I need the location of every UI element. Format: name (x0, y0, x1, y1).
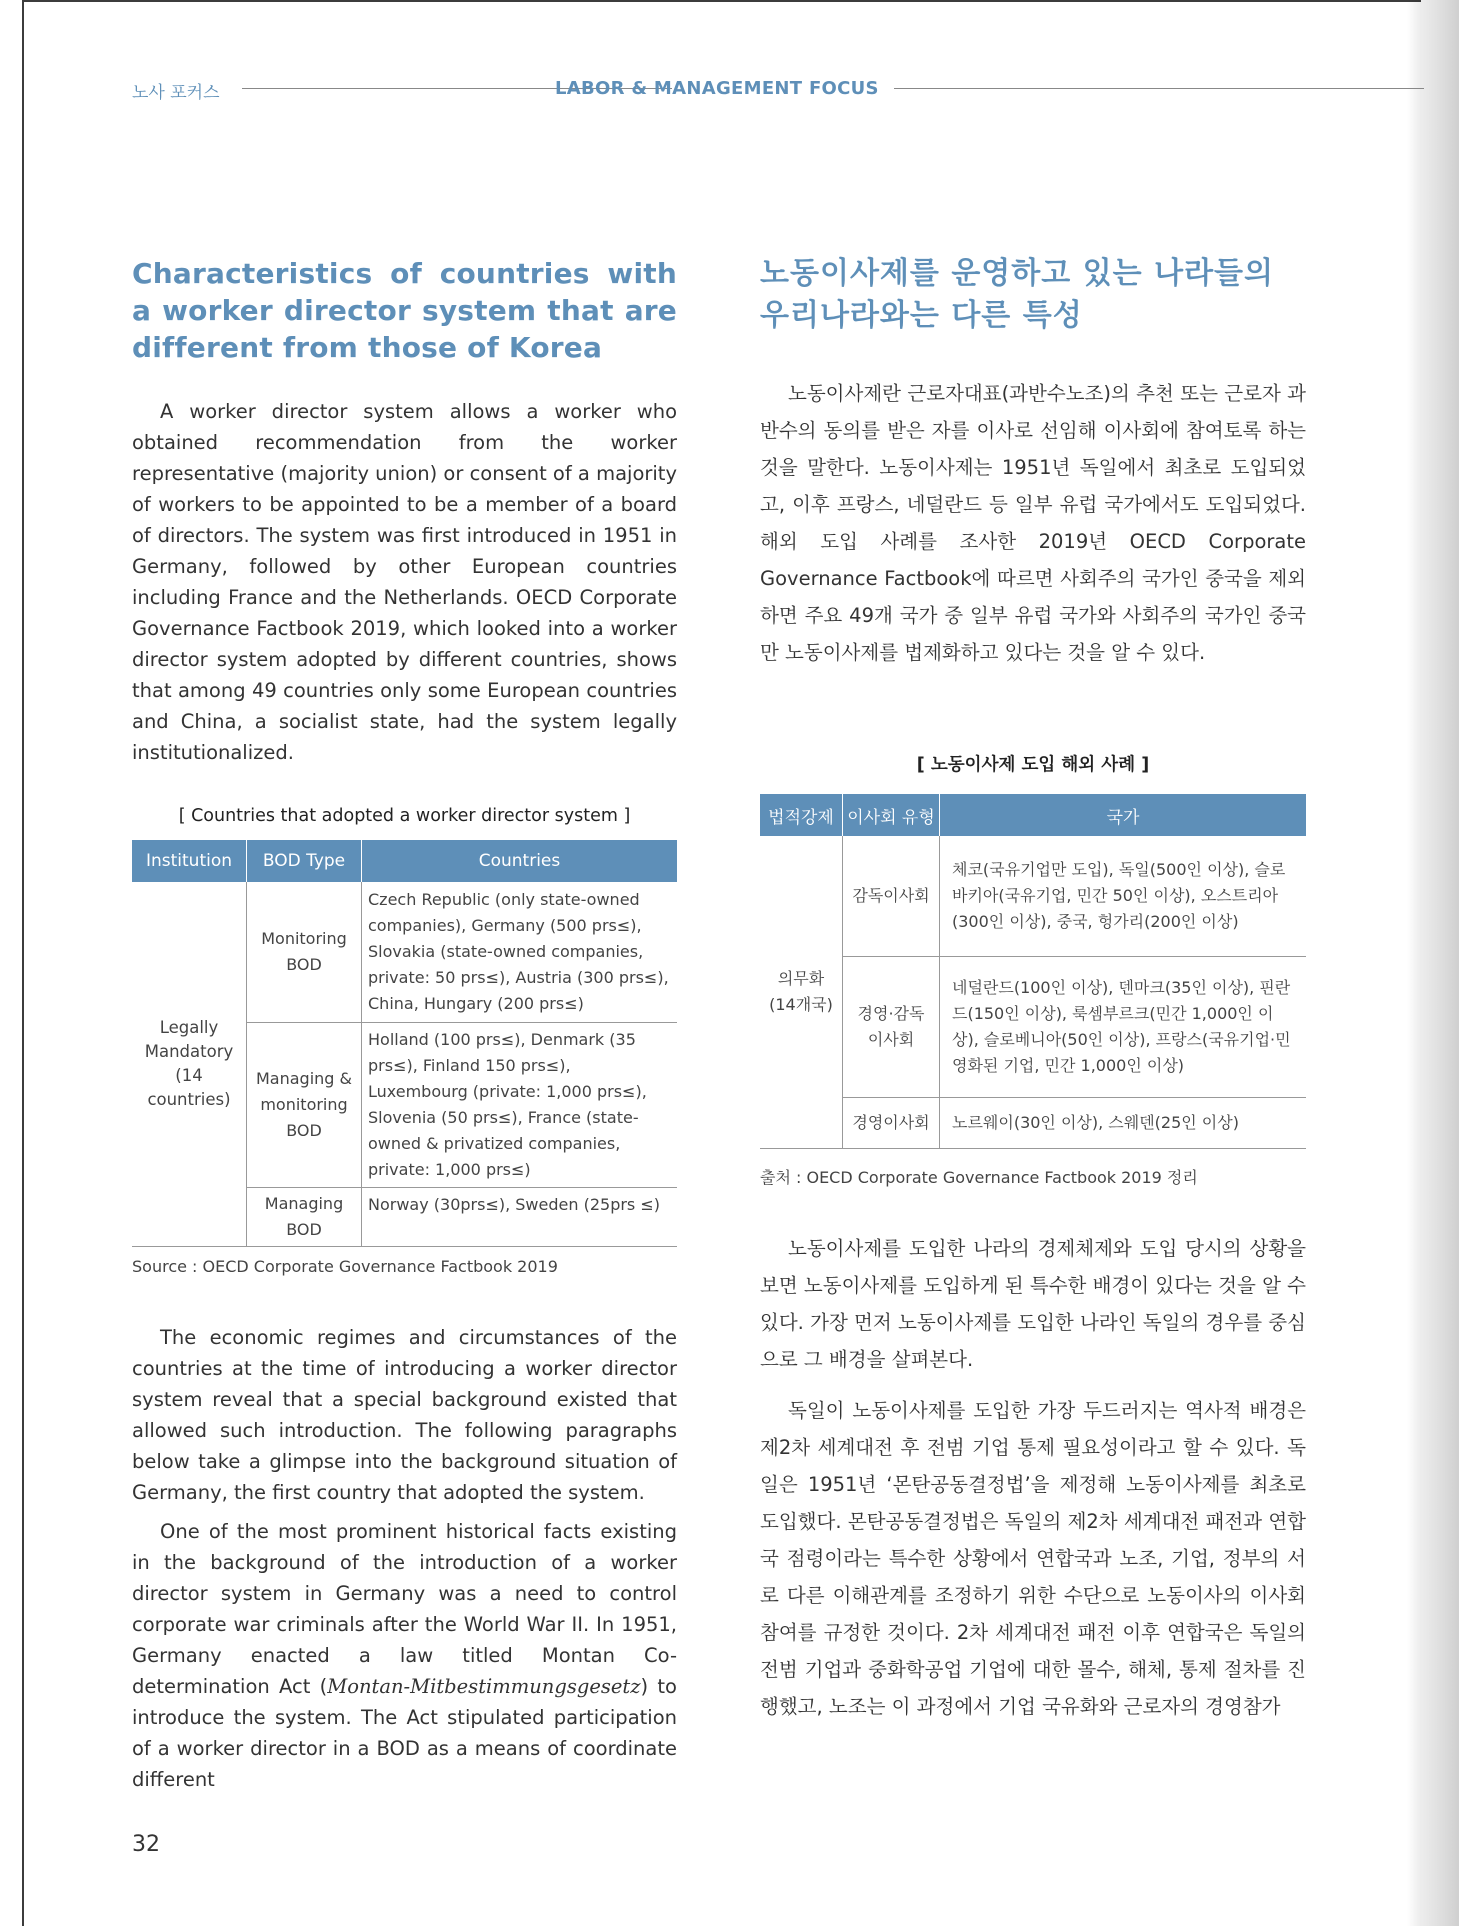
cell-nations: 체코(국유기업만 도입), 독일(500인 이상), 슬로바키아(국유기업, 민간 50인 이상), 오스트리아(300인 이상), 중국, 헝가리(200인 이상) (940, 836, 1307, 957)
table-title-kr: [ 노동이사제 도입 해외 사례 ] (916, 755, 1150, 775)
cell-nations: 네덜란드(100인 이상), 덴마크(35인 이상), 핀란드(150인 이상), 룩셈부르크(민간 1,000인 이상), 슬로베니아(50인 이상), 프랑스(국유기업·민영화된 기업, 민간 1,000인 이상) (940, 957, 1307, 1098)
table-row (760, 957, 1306, 1098)
page-edge (1421, 0, 1459, 1926)
countries-table-en (132, 840, 677, 1247)
right-column (760, 253, 1306, 1725)
cell-bod-type: Managing & monitoring BOD (247, 1023, 362, 1188)
paragraph-kr-1: 노동이사제란 근로자대표(과반수노조)의 추천 또는 근로자 과반수의 동의를 받은 자를 이사로 선임해 이사회에 참여토록 하는 것을 말한다. 노동이사제는 1951년 독일에서 최초로 도입되었고, 이후 프랑스, 네덜란드 등 일부 유럽 국가에서도 도입되었다. 해외 도입 사례를 조사한 2019년 OECD Corporate Governance Factbook에 따르면 사회주의 국가인 중국을 제외하면 주요 49개 국가 중 일부 유럽 국가와 사회주의 국가인 중국만 노동이사제를 법제화하고 있다는 것을 알 수 있다. (760, 382, 1306, 664)
table-row (760, 836, 1306, 957)
cell-board-type: 감독이사회 (843, 836, 940, 957)
cell-countries: Norway (30prs≤), Sweden (25prs ≤) (362, 1188, 678, 1247)
paragraph-en-3 (132, 1516, 677, 1795)
cell-countries: Holland (100 prs≤), Denmark (35 prs≤), Finland 150 prs≤), Luxembourg (private: 1,000 prs≤), Slovenia (50 prs≤), France (state-owned & privatized companies, private: 1,000 prs≤) (362, 1023, 678, 1188)
cell-bod-type: Managing BOD (247, 1188, 362, 1247)
th-institution: Institution (132, 840, 247, 882)
countries-table-kr (760, 794, 1306, 1149)
section-title-kr: 노동이사제를 운영하고 있는 나라들의 우리나라와는 다른 특성 (760, 256, 1275, 333)
th-nations: 국가 (940, 794, 1307, 836)
th-legal-mandate: 법적강제 (760, 794, 843, 836)
table-source-kr: 출처 : OECD Corporate Governance Factbook 2019 정리 (760, 1168, 1198, 1187)
paragraph-en-3-part2: ) to introduce the system. The Act stipulated participation of a worker director in a BOD as a means of coordinate different (132, 1675, 677, 1791)
th-countries: Countries (362, 840, 678, 882)
header-section-en: LABOR & MANAGEMENT FOCUS (555, 78, 879, 99)
header-section-kr: 노사 포커스 (132, 83, 220, 103)
left-column (132, 255, 677, 1795)
table-row (132, 882, 677, 1023)
table-title-en: [ Countries that adopted a worker director system ] (178, 806, 631, 826)
cell-bod-type: Monitoring BOD (247, 882, 362, 1023)
th-bod-type: BOD Type (247, 840, 362, 882)
cell-countries: Czech Republic (only state-owned companies), Germany (500 prs≤), Slovakia (state-owned companies, private: 50 prs≤), Austria (300 prs≤), China, Hungary (200 prs≤) (362, 882, 678, 1023)
act-name-german: Montan-Mitbestimmungsgesetz (327, 1675, 641, 1698)
page-number: 32 (132, 1832, 160, 1857)
cell-legal-mandate: 의무화 (14개국) (760, 836, 843, 1149)
running-header (132, 78, 1422, 102)
paragraph-en-1: A worker director system allows a worker who obtained recommendation from the worker representative (majority union) or consent of a majority of workers to be appointed to be a member of a board of directors. The system was first introduced in 1951 in Germany, followed by other European countries including France and the Netherlands. OECD Corporate Governance Factbook 2019, which looked into a worker director system adopted by different countries, shows that among 49 countries only some European countries and China, a socialist state, had the system legally institutionalized. (132, 400, 677, 764)
page-curl-shadow (1407, 0, 1421, 1926)
header-rule-right (894, 88, 1424, 89)
cell-board-type: 경영이사회 (843, 1098, 940, 1149)
cell-board-type: 경영·감독 이사회 (843, 957, 940, 1098)
section-title-en: Characteristics of countries with a worker director system that are different from those of Korea (132, 257, 677, 364)
th-board-type: 이사회 유형 (843, 794, 940, 836)
table-source-en: Source : OECD Corporate Governance Factbook 2019 (132, 1257, 558, 1276)
cell-institution: Legally Mandatory (14 countries) (132, 882, 247, 1247)
paragraph-en-2: The economic regimes and circumstances of the countries at the time of introducing a worker director system reveal that a special background existed that allowed such introduction. The following paragraphs below take a glimpse into the background situation of Germany, the first country that adopted the system. (132, 1326, 677, 1504)
paragraph-kr-2: 노동이사제를 도입한 나라의 경제체제와 도입 당시의 상황을 보면 노동이사제를 도입하게 된 특수한 배경이 있다는 것을 알 수 있다. 가장 먼저 노동이사제를 도입한 나라인 독일의 경우를 중심으로 그 배경을 살펴본다. (760, 1237, 1306, 1371)
paragraph-kr-3: 독일이 노동이사제를 도입한 가장 두드러지는 역사적 배경은 제2차 세계대전 후 전범 기업 통제 필요성이라고 할 수 있다. 독일은 1951년 ‘몬탄공동결정법’을 제정해 노동이사제를 최초로 도입했다. 몬탄공동결정법은 독일의 제2차 세계대전 패전과 연합국 점령이라는 특수한 상황에서 연합국과 노조, 기업, 정부의 서로 다른 이해관계를 조정하기 위한 수단으로 노동이사의 이사회 참여를 규정한 것이다. 2차 세계대전 패전 이후 연합국은 독일의 전범 기업과 중화학공업 기업에 대한 몰수, 해체, 통제 절차를 진행했고, 노조는 이 과정에서 기업 국유화와 근로자의 경영참가 (760, 1399, 1306, 1718)
cell-nations: 노르웨이(30인 이상), 스웨덴(25인 이상) (940, 1098, 1307, 1149)
table-row (760, 1098, 1306, 1149)
paragraph-en-3-part1: One of the most prominent historical facts existing in the background of the introduction of a worker director system in Germany was a need to control corporate war criminals after the World War II. In 1951, Germany enacted a law titled Montan Co-determination Act ( (132, 1520, 677, 1698)
